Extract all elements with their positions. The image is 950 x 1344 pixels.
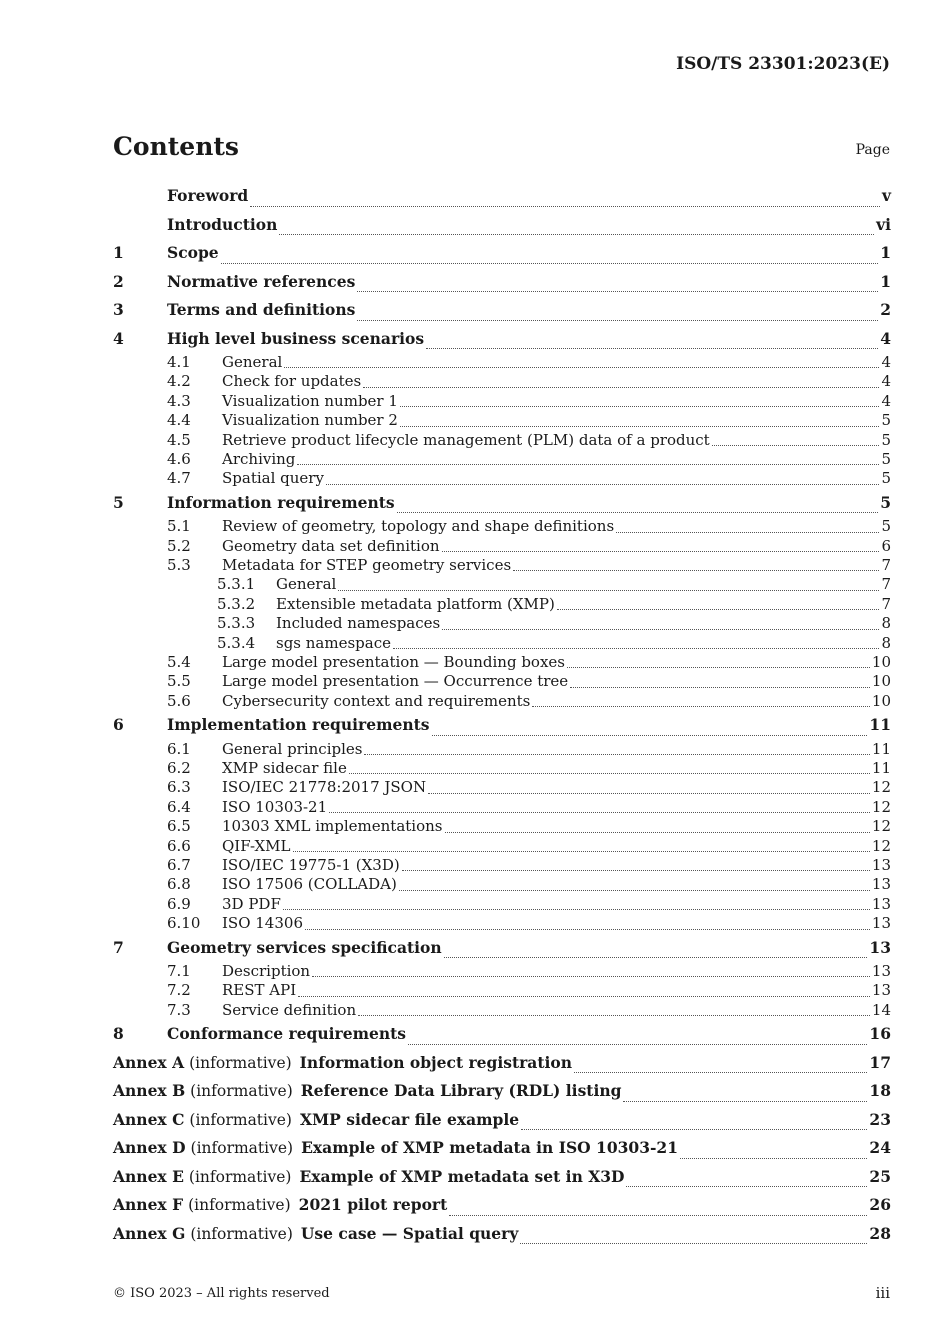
section-page-number: 13 (871, 855, 891, 874)
section-title: Cybersecurity context and requirements (222, 691, 531, 710)
dot-leader (521, 1128, 867, 1130)
dot-leader (357, 290, 878, 292)
dot-leader (364, 753, 869, 755)
dot-leader (400, 405, 880, 407)
annex-label: Annex A (113, 1052, 185, 1072)
section-page-number: vi (876, 214, 891, 234)
dot-leader (297, 463, 879, 465)
dot-leader (445, 831, 870, 833)
toc-entry[interactable] (113, 759, 891, 778)
section-title: General (222, 353, 283, 371)
toc-entry[interactable] (113, 268, 891, 297)
section-number: 6 (113, 715, 124, 735)
copyright-notice: © ISO 2023 – All rights reserved (113, 1286, 330, 1301)
toc-entry[interactable] (113, 895, 891, 914)
section-title: XMP sidecar file (222, 759, 347, 778)
section-number: 6.8 (167, 875, 191, 894)
section-page-number: 7 (881, 575, 891, 594)
annex-type: (informative) (189, 1110, 292, 1129)
section-page-number: 11 (869, 715, 891, 735)
section-number: 2 (113, 271, 124, 291)
dot-leader (338, 589, 879, 591)
section-number: 3 (113, 300, 124, 319)
toc-entry[interactable] (113, 634, 891, 653)
section-number: 1 (113, 243, 124, 262)
dot-leader (428, 792, 870, 794)
toc-entry[interactable] (113, 711, 891, 740)
section-title: 10303 XML implementations (222, 817, 443, 836)
toc-entry[interactable] (113, 353, 891, 372)
dot-leader (513, 569, 879, 571)
annex-type: (informative) (190, 1224, 293, 1243)
dot-leader (574, 1071, 867, 1073)
section-page-number: 5 (881, 517, 891, 536)
section-page-number: 23 (869, 1109, 891, 1129)
section-title: Use case — Spatial query (300, 1223, 519, 1243)
annex-label: Annex D (113, 1138, 186, 1158)
dot-leader (312, 975, 870, 977)
dot-leader (349, 772, 870, 774)
dot-leader (221, 262, 879, 264)
section-number: 4.6 (167, 449, 191, 468)
section-page-number: 4 (881, 391, 891, 410)
annex-type: (informative) (189, 1053, 292, 1072)
section-title: Description (222, 962, 311, 981)
section-title: 2021 pilot report (298, 1195, 448, 1215)
section-number: 4.5 (167, 430, 191, 449)
section-page-number: 13 (871, 914, 891, 933)
section-title: ISO/IEC 21778:2017 JSON (222, 778, 427, 797)
section-page-number: 10 (871, 652, 891, 671)
toc-entry[interactable] (113, 740, 891, 759)
section-title: Check for updates (222, 372, 362, 391)
section-page-number: 1 (880, 243, 891, 262)
contents-title: Contents (113, 132, 240, 161)
toc-entry[interactable] (113, 595, 891, 614)
toc-entry[interactable] (113, 981, 891, 1000)
toc-entry[interactable] (113, 575, 891, 594)
annex-label: Annex B (113, 1081, 186, 1101)
dot-leader (680, 1157, 867, 1159)
section-page-number: 5 (881, 469, 891, 488)
section-number: 6.6 (167, 836, 191, 855)
toc-entry[interactable] (113, 1049, 891, 1078)
section-title: Information object registration (299, 1052, 573, 1072)
toc-entry[interactable] (113, 450, 891, 469)
toc-entry[interactable] (113, 411, 891, 430)
toc-entry[interactable] (113, 325, 891, 354)
toc-entry[interactable] (113, 489, 891, 518)
dot-leader (570, 686, 870, 688)
section-number: 6.2 (167, 759, 191, 778)
section-title: XMP sidecar file example (299, 1109, 520, 1129)
section-title: Retrieve product lifecycle management (PLM) data of a product (222, 430, 710, 449)
section-page-number: 13 (871, 981, 891, 1000)
dot-leader (305, 928, 870, 930)
section-number: 5.2 (167, 536, 191, 555)
section-title: Service definition (222, 1000, 357, 1019)
annex-type: (informative) (188, 1196, 291, 1215)
dot-leader (399, 889, 870, 891)
section-page-number: 13 (871, 962, 891, 981)
section-title: ISO/IEC 19775-1 (X3D) (222, 855, 400, 874)
section-page-number: 5 (881, 430, 891, 449)
section-page-number: 28 (869, 1223, 891, 1243)
section-page-number: 12 (871, 836, 891, 855)
section-number: 5.5 (167, 672, 191, 691)
section-page-number: 5 (881, 449, 891, 468)
section-page-number: 6 (881, 536, 891, 555)
toc-entry[interactable] (113, 1001, 891, 1020)
dot-leader (250, 205, 880, 207)
section-number: 5.3 (167, 556, 191, 575)
dot-leader (442, 628, 879, 630)
section-number: 4.2 (167, 372, 191, 391)
section-page-number: 10 (871, 672, 891, 691)
dot-leader (442, 550, 880, 552)
dot-leader (402, 869, 870, 871)
section-number: 4 (113, 328, 124, 348)
section-number: 6.9 (167, 894, 191, 913)
toc-entry[interactable] (113, 1106, 891, 1135)
toc-entry[interactable] (113, 1220, 891, 1249)
dot-leader (532, 705, 870, 707)
dot-leader (623, 1100, 867, 1102)
section-title: REST API (222, 981, 297, 1000)
section-page-number: 11 (871, 759, 891, 778)
toc-entry[interactable] (113, 392, 891, 411)
section-title: Visualization number 1 (222, 391, 398, 410)
section-page-number: 13 (871, 894, 891, 913)
section-title: 3D PDF (222, 894, 281, 913)
section-number: 8 (113, 1024, 124, 1044)
toc-entry[interactable] (113, 372, 891, 391)
dot-leader (283, 908, 870, 910)
section-number: 5.6 (167, 691, 191, 710)
dot-leader (284, 366, 879, 368)
section-title: General (276, 575, 337, 594)
section-page-number: 16 (869, 1024, 891, 1044)
section-number: 4.7 (167, 469, 191, 488)
section-page-number: 12 (871, 817, 891, 836)
page-column-label: Page (855, 142, 890, 158)
section-title: Extensible metadata platform (XMP) (276, 594, 555, 613)
section-number: 4.4 (167, 411, 191, 430)
dot-leader (293, 850, 870, 852)
section-title: ISO 14306 (222, 914, 303, 933)
toc-entry[interactable] (113, 1020, 891, 1049)
annex-label: Annex G (113, 1223, 186, 1243)
section-number: 6.7 (167, 855, 191, 874)
section-number: 7 (113, 937, 124, 957)
dot-leader (712, 444, 880, 446)
dot-leader (432, 734, 868, 736)
dot-leader (329, 811, 870, 813)
section-title: Information requirements (167, 492, 395, 512)
toc-entry[interactable] (113, 211, 891, 240)
toc-entry[interactable] (113, 1134, 891, 1163)
section-title: Scope (167, 243, 219, 262)
section-page-number: 12 (871, 778, 891, 797)
dot-leader (408, 1043, 867, 1045)
toc-entry[interactable] (113, 431, 891, 450)
toc-entry[interactable] (113, 1077, 891, 1106)
toc-entry[interactable] (113, 875, 891, 894)
section-number: 4.3 (167, 391, 191, 410)
section-number: 6.3 (167, 778, 191, 797)
dot-leader (363, 386, 879, 388)
dot-leader (279, 233, 874, 235)
section-title: Large model presentation — Occurrence tree (222, 672, 569, 691)
annex-label: Annex E (113, 1166, 184, 1186)
section-title: Geometry data set definition (222, 536, 440, 555)
section-title: ISO 17506 (COLLADA) (222, 875, 397, 894)
toc-entry[interactable] (113, 1191, 891, 1220)
toc-entry[interactable] (113, 653, 891, 672)
dot-leader (393, 647, 879, 649)
section-number: 5.4 (167, 652, 191, 671)
section-number: 6.10 (167, 914, 201, 933)
toc-entry[interactable] (113, 517, 891, 536)
toc-entry[interactable] (113, 614, 891, 633)
section-title: Example of XMP metadata set in X3D (299, 1166, 625, 1186)
section-page-number: 1 (880, 271, 891, 291)
section-title: Terms and definitions (167, 300, 356, 319)
toc-entry[interactable] (113, 182, 891, 211)
toc-entry[interactable] (113, 692, 891, 711)
section-page-number: 10 (871, 691, 891, 710)
toc-entry[interactable] (113, 537, 891, 556)
toc-entry[interactable] (113, 239, 891, 268)
section-number: 5.3.1 (217, 575, 256, 594)
section-page-number: 24 (869, 1138, 891, 1158)
section-number: 5 (113, 492, 124, 512)
section-title: Geometry services specification (167, 937, 442, 957)
dot-leader (358, 1014, 870, 1016)
dot-leader (326, 483, 880, 485)
section-number: 6.5 (167, 817, 191, 836)
toc-entry[interactable] (113, 837, 891, 856)
section-page-number: 8 (881, 633, 891, 652)
section-number: 5.3.3 (217, 614, 256, 633)
toc-entry[interactable] (113, 856, 891, 875)
section-page-number: 11 (871, 739, 891, 758)
section-page-number: 4 (881, 372, 891, 391)
section-number: 4.1 (167, 353, 191, 371)
dot-leader (397, 511, 879, 513)
section-number: 5.3.4 (217, 633, 256, 652)
toc-entry[interactable] (113, 1163, 891, 1192)
toc-entry[interactable] (113, 934, 891, 963)
section-page-number: 18 (869, 1081, 891, 1101)
table-of-contents (113, 182, 891, 1248)
section-page-number: 17 (869, 1052, 891, 1072)
toc-entry[interactable] (113, 296, 891, 325)
section-page-number: 8 (881, 614, 891, 633)
toc-entry[interactable] (113, 962, 891, 981)
section-page-number: 5 (881, 411, 891, 430)
section-title: Foreword (167, 186, 249, 205)
section-page-number: 14 (871, 1000, 891, 1019)
section-title: QIF-XML (222, 836, 291, 855)
dot-leader (520, 1242, 867, 1244)
dot-leader (616, 531, 879, 533)
toc-entry[interactable] (113, 469, 891, 488)
annex-type: (informative) (190, 1139, 294, 1158)
section-title: Introduction (167, 214, 278, 234)
toc-entry[interactable] (113, 778, 891, 797)
section-number: 6.4 (167, 797, 191, 816)
section-title: Review of geometry, topology and shape definitions (222, 517, 615, 536)
section-title: Normative references (167, 271, 356, 291)
section-page-number: 7 (881, 594, 891, 613)
section-title: Spatial query (222, 469, 324, 488)
section-page-number: 13 (869, 937, 891, 957)
dot-leader (557, 608, 880, 610)
document-identifier: ISO/TS 23301:2023(E) (676, 54, 890, 74)
section-title: Archiving (222, 449, 296, 468)
dot-leader (444, 956, 868, 958)
toc-entry[interactable] (113, 672, 891, 691)
section-number: 7.3 (167, 1000, 191, 1019)
dot-leader (400, 425, 880, 427)
dot-leader (626, 1185, 867, 1187)
section-title: Reference Data Library (RDL) listing (300, 1081, 622, 1101)
dot-leader (567, 666, 870, 668)
section-title: Conformance requirements (167, 1024, 406, 1044)
dot-leader (298, 995, 870, 997)
page-number: iii (875, 1284, 890, 1302)
section-page-number: 7 (881, 556, 891, 575)
section-title: High level business scenarios (167, 328, 425, 348)
section-title: Included namespaces (276, 614, 441, 633)
section-page-number: 4 (880, 328, 891, 348)
section-page-number: 5 (880, 492, 891, 512)
section-number: 7.2 (167, 981, 191, 1000)
toc-entry[interactable] (113, 798, 891, 817)
section-page-number: 12 (871, 797, 891, 816)
annex-label: Annex C (113, 1109, 185, 1129)
section-page-number: 25 (869, 1166, 891, 1186)
section-title: General principles (222, 739, 363, 758)
section-number: 6.1 (167, 739, 191, 758)
section-number: 7.1 (167, 962, 191, 981)
section-title: Example of XMP metadata in ISO 10303-21 (301, 1138, 678, 1158)
annex-label: Annex F (113, 1195, 184, 1215)
section-title: Large model presentation — Bounding boxes (222, 652, 566, 671)
toc-entry[interactable] (113, 817, 891, 836)
section-number: 5.1 (167, 517, 191, 536)
section-title: sgs namespace (276, 633, 391, 652)
section-page-number: 13 (871, 875, 891, 894)
toc-entry[interactable] (113, 556, 891, 575)
section-title: Visualization number 2 (222, 411, 398, 430)
annex-type: (informative) (190, 1082, 293, 1101)
section-page-number: 4 (881, 353, 891, 371)
toc-entry[interactable] (113, 914, 891, 933)
dot-leader (426, 347, 878, 349)
dot-leader (357, 319, 878, 321)
section-number: 5.3.2 (217, 594, 256, 613)
section-page-number: v (881, 186, 891, 205)
section-title: Implementation requirements (167, 715, 430, 735)
section-page-number: 2 (880, 300, 891, 319)
section-title: Metadata for STEP geometry services (222, 556, 512, 575)
annex-type: (informative) (188, 1167, 292, 1186)
section-title: ISO 10303-21 (222, 797, 328, 816)
section-page-number: 26 (869, 1195, 891, 1215)
dot-leader (449, 1214, 867, 1216)
